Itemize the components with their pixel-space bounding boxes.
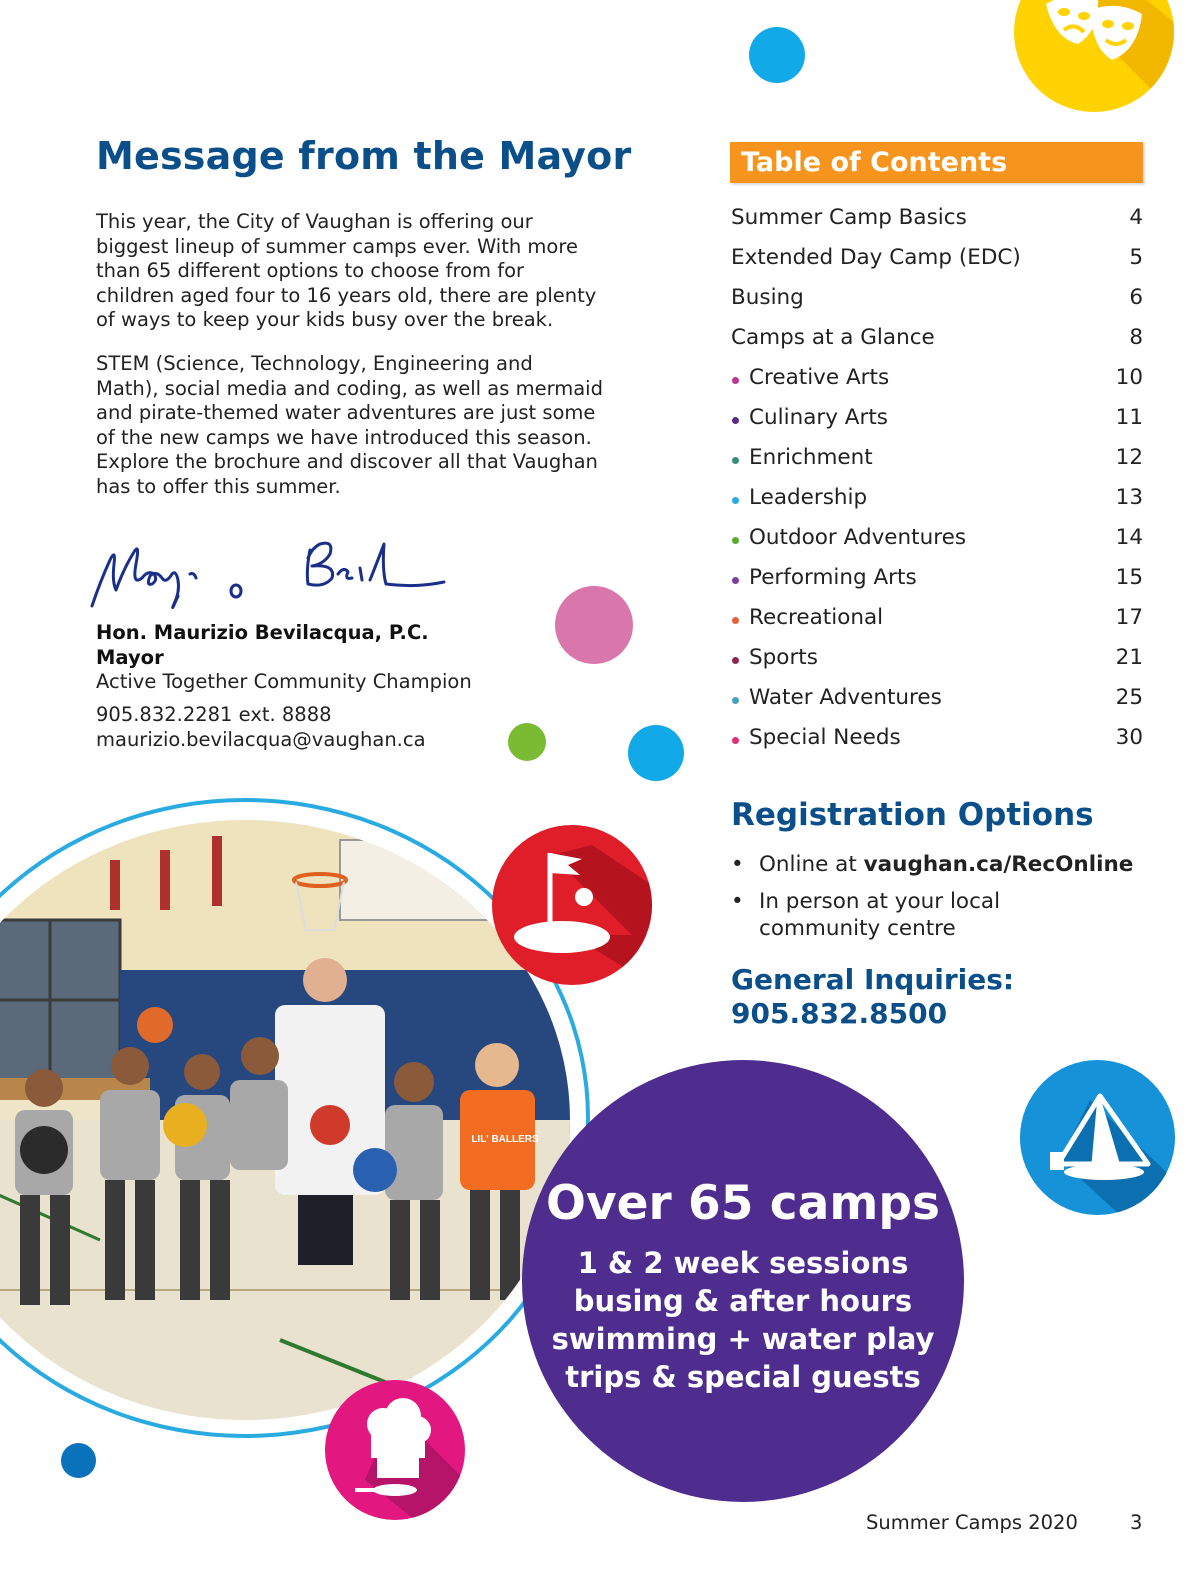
toc-item[interactable] bbox=[731, 443, 1143, 483]
decorative-dot-pink bbox=[555, 586, 633, 664]
mayor-name: Hon. Maurizio Bevilacqua, P.C. bbox=[96, 621, 429, 644]
toc-item-label: Recreational bbox=[749, 605, 884, 630]
paragraph-line: STEM (Science, Technology, Engineering and bbox=[96, 352, 533, 375]
mayor-role: Mayor bbox=[96, 646, 164, 669]
toc-item[interactable] bbox=[731, 523, 1143, 563]
toc-item-page: 15 bbox=[1115, 565, 1143, 590]
paragraph-line: Explore the brochure and discover all that Vaughan bbox=[96, 450, 598, 474]
toc-header bbox=[730, 142, 1143, 183]
toc-item-page: 8 bbox=[1129, 325, 1143, 350]
inperson-line: community centre bbox=[759, 916, 956, 941]
mayor-signature bbox=[86, 530, 456, 620]
toc-bullet bbox=[732, 417, 739, 424]
golf-flag-icon bbox=[492, 825, 652, 985]
toc-item-label: Performing Arts bbox=[749, 565, 917, 590]
paragraph-line: This year, the City of Vaughan is offering our bbox=[96, 210, 533, 233]
toc-item-page: 11 bbox=[1115, 405, 1143, 430]
toc-item[interactable] bbox=[731, 403, 1143, 443]
toc-item[interactable] bbox=[731, 283, 1143, 323]
promo-line: 1 & 2 week sessions bbox=[577, 1246, 909, 1280]
page-number: 3 bbox=[1130, 1511, 1143, 1534]
promo-line: busing & after hours bbox=[573, 1284, 913, 1318]
toc-list bbox=[731, 203, 1143, 763]
toc-item-page: 25 bbox=[1115, 685, 1143, 710]
mayor-champion-title: Active Together Community Champion bbox=[96, 670, 472, 693]
toc-item[interactable] bbox=[731, 203, 1143, 243]
decorative-dot-cyan-top bbox=[749, 27, 805, 83]
bullet: • bbox=[731, 889, 744, 914]
mayor-message-title: Message from the Mayor bbox=[96, 134, 632, 178]
toc-item[interactable] bbox=[731, 683, 1143, 723]
paragraph-line: children aged four to 16 years old, there are plenty bbox=[96, 283, 597, 307]
toc-item-label: Sports bbox=[749, 645, 818, 670]
toc-bullet bbox=[732, 537, 739, 544]
footer-title: Summer Camps 2020 bbox=[866, 1511, 1078, 1534]
online-registration-link[interactable]: vaughan.ca/RecOnline bbox=[863, 852, 1134, 877]
paragraph-line: and pirate-themed water adventures are just some bbox=[96, 401, 596, 425]
toc-item[interactable] bbox=[731, 603, 1143, 643]
decorative-dot-cyan-mid bbox=[628, 725, 684, 781]
paragraph-line: than 65 different options to choose from for bbox=[96, 259, 525, 283]
toc-bullet bbox=[732, 457, 739, 464]
toc-item[interactable] bbox=[731, 723, 1143, 763]
promo-line: trips & special guests bbox=[565, 1360, 921, 1394]
toc-item[interactable] bbox=[731, 643, 1143, 683]
toc-bullet bbox=[732, 617, 739, 624]
general-inquiries-title: General Inquiries: bbox=[731, 963, 1015, 996]
toc-item[interactable] bbox=[731, 483, 1143, 523]
toc-item-label: Special Needs bbox=[749, 725, 901, 750]
promo-line: swimming + water play bbox=[551, 1322, 935, 1356]
toc-bullet bbox=[732, 697, 739, 704]
toc-bullet bbox=[732, 497, 739, 504]
paragraph-line: of the new camps we have introduced this season. bbox=[96, 425, 592, 449]
toc-item-label: Outdoor Adventures bbox=[749, 525, 967, 550]
toc-title: Table of Contents bbox=[741, 147, 1008, 178]
theatre-masks-icon bbox=[1014, 0, 1174, 112]
paragraph-line: biggest lineup of summer camps ever. With more bbox=[96, 234, 578, 258]
general-inquiries-phone: 905.832.8500 bbox=[731, 997, 948, 1030]
toc-item-label: Summer Camp Basics bbox=[731, 205, 967, 230]
toc-bullet bbox=[732, 737, 739, 744]
mayor-paragraph-1 bbox=[96, 210, 626, 333]
toc-item-label: Camps at a Glance bbox=[731, 325, 935, 350]
toc-item[interactable] bbox=[731, 323, 1143, 363]
promo-circle bbox=[522, 1060, 964, 1502]
toc-item-page: 17 bbox=[1115, 605, 1143, 630]
online-prefix: Online at bbox=[759, 852, 864, 877]
paragraph-line: Math), social media and coding, as well as mermaid bbox=[96, 376, 603, 400]
toc-item-page: 21 bbox=[1115, 645, 1143, 670]
toc-item-page: 10 bbox=[1115, 365, 1143, 390]
decorative-dot-blue-bottom bbox=[61, 1443, 96, 1478]
paragraph-line: has to offer this summer. bbox=[96, 474, 341, 498]
bullet: • bbox=[731, 852, 744, 877]
toc-item-label: Busing bbox=[731, 285, 804, 310]
paragraph-line: of ways to keep your kids busy over the break. bbox=[96, 308, 554, 332]
mayor-email-link[interactable]: maurizio.bevilacqua@vaughan.ca bbox=[96, 728, 426, 751]
toc-item[interactable] bbox=[731, 563, 1143, 603]
mayor-phone: 905.832.2281 ext. 8888 bbox=[96, 703, 332, 726]
decorative-dot-green bbox=[508, 723, 546, 761]
toc-item-page: 12 bbox=[1115, 445, 1143, 470]
toc-bullet bbox=[732, 657, 739, 664]
toc-item-page: 30 bbox=[1115, 725, 1143, 750]
toc-item-page: 13 bbox=[1115, 485, 1143, 510]
toc-item-label: Extended Day Camp (EDC) bbox=[731, 245, 1021, 270]
promo-title: Over 65 camps bbox=[546, 1176, 940, 1231]
tent-icon bbox=[1020, 1060, 1175, 1215]
inperson-line: In person at your local bbox=[759, 889, 1001, 914]
toc-item-label: Creative Arts bbox=[749, 365, 890, 390]
toc-item-page: 6 bbox=[1129, 285, 1143, 310]
toc-item-label: Water Adventures bbox=[749, 685, 942, 710]
mayor-paragraph-2 bbox=[96, 352, 626, 500]
toc-item[interactable] bbox=[731, 243, 1143, 283]
toc-item-label: Enrichment bbox=[749, 445, 873, 470]
chef-hat-icon bbox=[325, 1380, 465, 1520]
toc-item-label: Culinary Arts bbox=[749, 405, 888, 430]
toc-item-page: 14 bbox=[1115, 525, 1143, 550]
toc-item-label: Leadership bbox=[749, 485, 868, 510]
registration-title: Registration Options bbox=[731, 797, 1094, 833]
toc-item-page: 4 bbox=[1129, 205, 1143, 230]
toc-item[interactable] bbox=[731, 363, 1143, 403]
toc-bullet bbox=[732, 377, 739, 384]
jersey-text: LIL' BALLERS bbox=[471, 1134, 539, 1145]
toc-item-page: 5 bbox=[1129, 245, 1143, 270]
toc-bullet bbox=[732, 577, 739, 584]
